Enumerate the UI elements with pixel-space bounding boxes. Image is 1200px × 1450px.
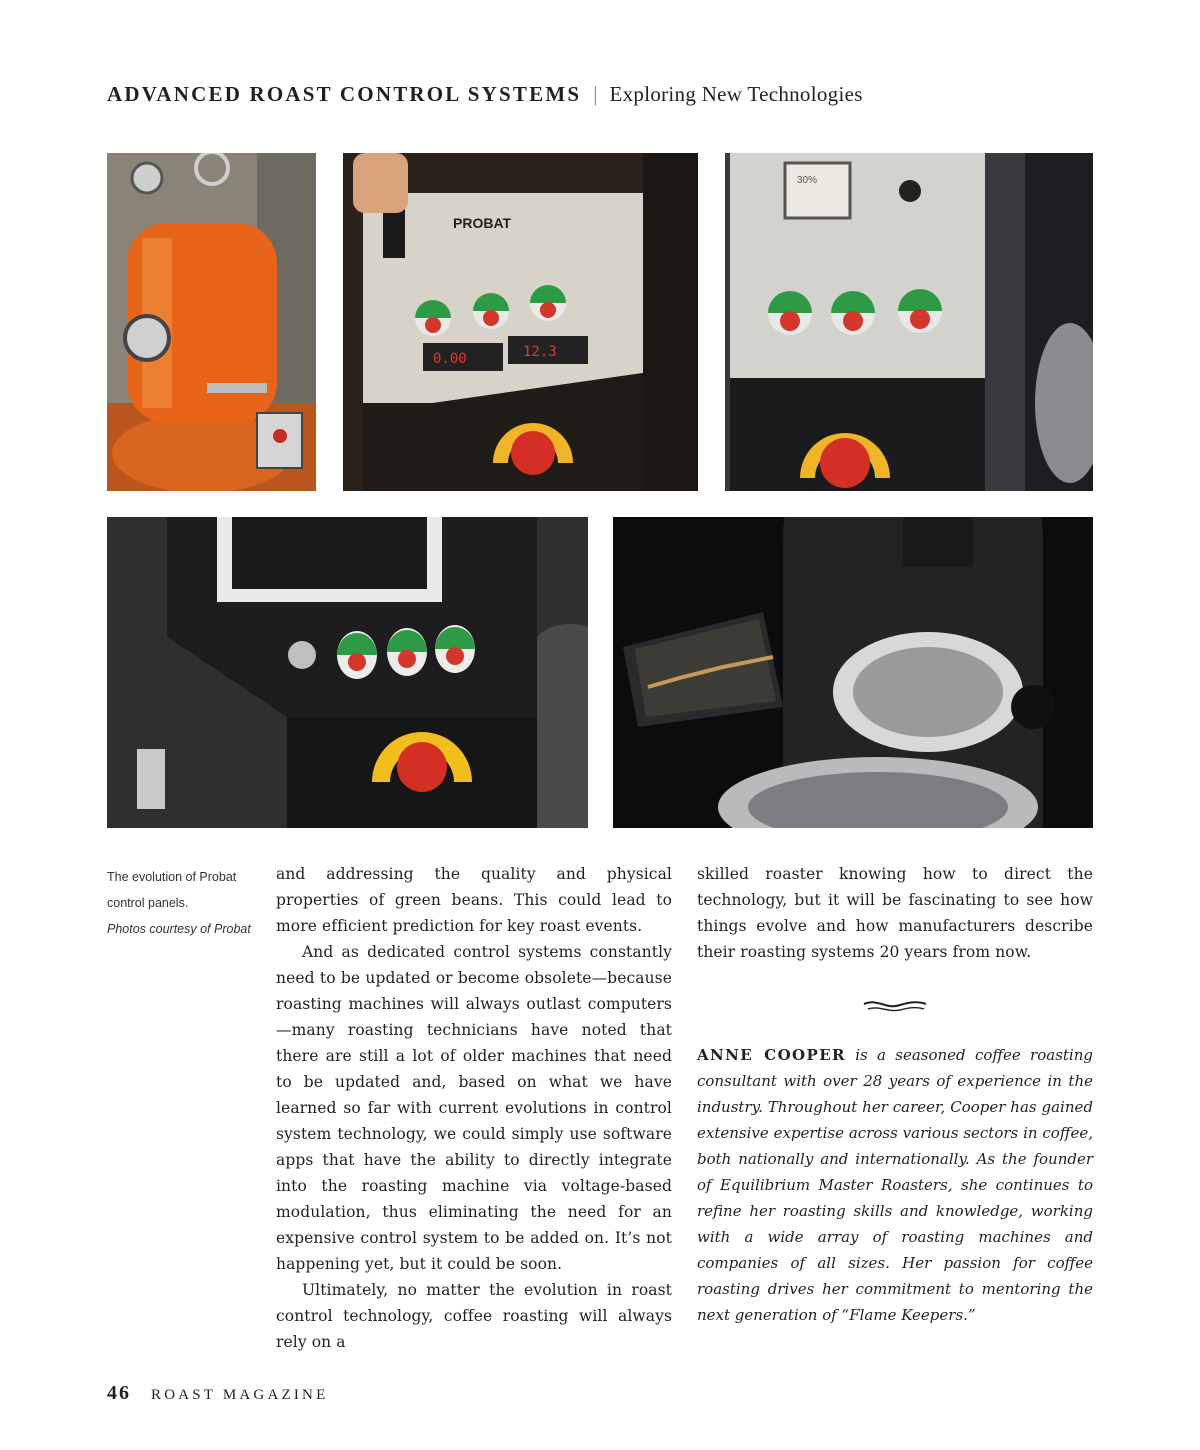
display-right-readout: 12.3 [523, 344, 557, 360]
paragraph: Ultimately, no matter the evolution in roast control technology, coffee roasting will always rely on a [276, 1281, 672, 1351]
header-separator: | [593, 82, 598, 106]
author-bio [697, 1042, 1093, 1328]
photo-tablet-roaster [613, 517, 1093, 828]
body-column-1 [276, 861, 672, 1355]
caption-line-2: control panels. [107, 896, 189, 910]
probat-brand-label: PROBAT [453, 215, 512, 231]
paragraph: and addressing the quality and physical properties of green beans. This could lead to more efficient prediction for key roast events. [276, 865, 672, 935]
running-head [107, 82, 863, 107]
photo-orange-roaster [107, 153, 316, 491]
magazine-name: ROAST MAGAZINE [151, 1387, 329, 1403]
display-left-readout: 0.00 [433, 351, 467, 367]
paragraph: And as dedicated control systems constantly need to be updated or become obsolete—because roasting machines will always outlast computers—many roasting technicians have noted that there are still a lot of older machines that need to be updated and, based on what we have learned so far with current evolutions in control system technology, we could simply use software apps that have the ability to directly integrate into the roasting machine via voltage-based modulation, thus eliminating the need for an expensive control system to be added on. It’s not happening yet, but it could be soon. [276, 943, 672, 1273]
section-subtitle: Exploring New Technologies [609, 82, 863, 106]
author-bio-text: is a seasoned coffee roasting consultant with over 28 years of experience in the industry. Throughout her career, Cooper has gained extensive expertise across various sectors in coffee, both nationally and internationally. As the founder of Equilibrium Master Roasters, she continues to refine her roasting skills and knowledge, working with a wide array of roasting machines and companies of all sizes. Her passion for coffee roasting drives her commitment to mentoring the next generation of “Flame Keepers.” [697, 1046, 1093, 1324]
photo-probat-panel-dials [343, 153, 698, 491]
photo-credit: Photos courtesy of Probat [107, 922, 251, 936]
body-column-2 [697, 861, 1093, 965]
section-title: ADVANCED ROAST CONTROL SYSTEMS [107, 82, 582, 106]
photo-panel-touchscreen [725, 153, 1093, 491]
caption-line-1: The evolution of Probat [107, 870, 237, 884]
photo-black-panel-buttons [107, 517, 588, 828]
author-name: ANNE COOPER [697, 1046, 846, 1064]
page-folio [107, 1382, 328, 1405]
page-number: 46 [107, 1382, 131, 1404]
flourish-ornament [860, 996, 930, 1018]
photo-caption [107, 864, 257, 942]
paragraph: skilled roaster knowing how to direct the technology, but it will be fascinating to see how things evolve and how manufacturers describe their roasting systems 20 years from now. [697, 865, 1093, 961]
touchscreen-readout: 30% [797, 175, 818, 186]
